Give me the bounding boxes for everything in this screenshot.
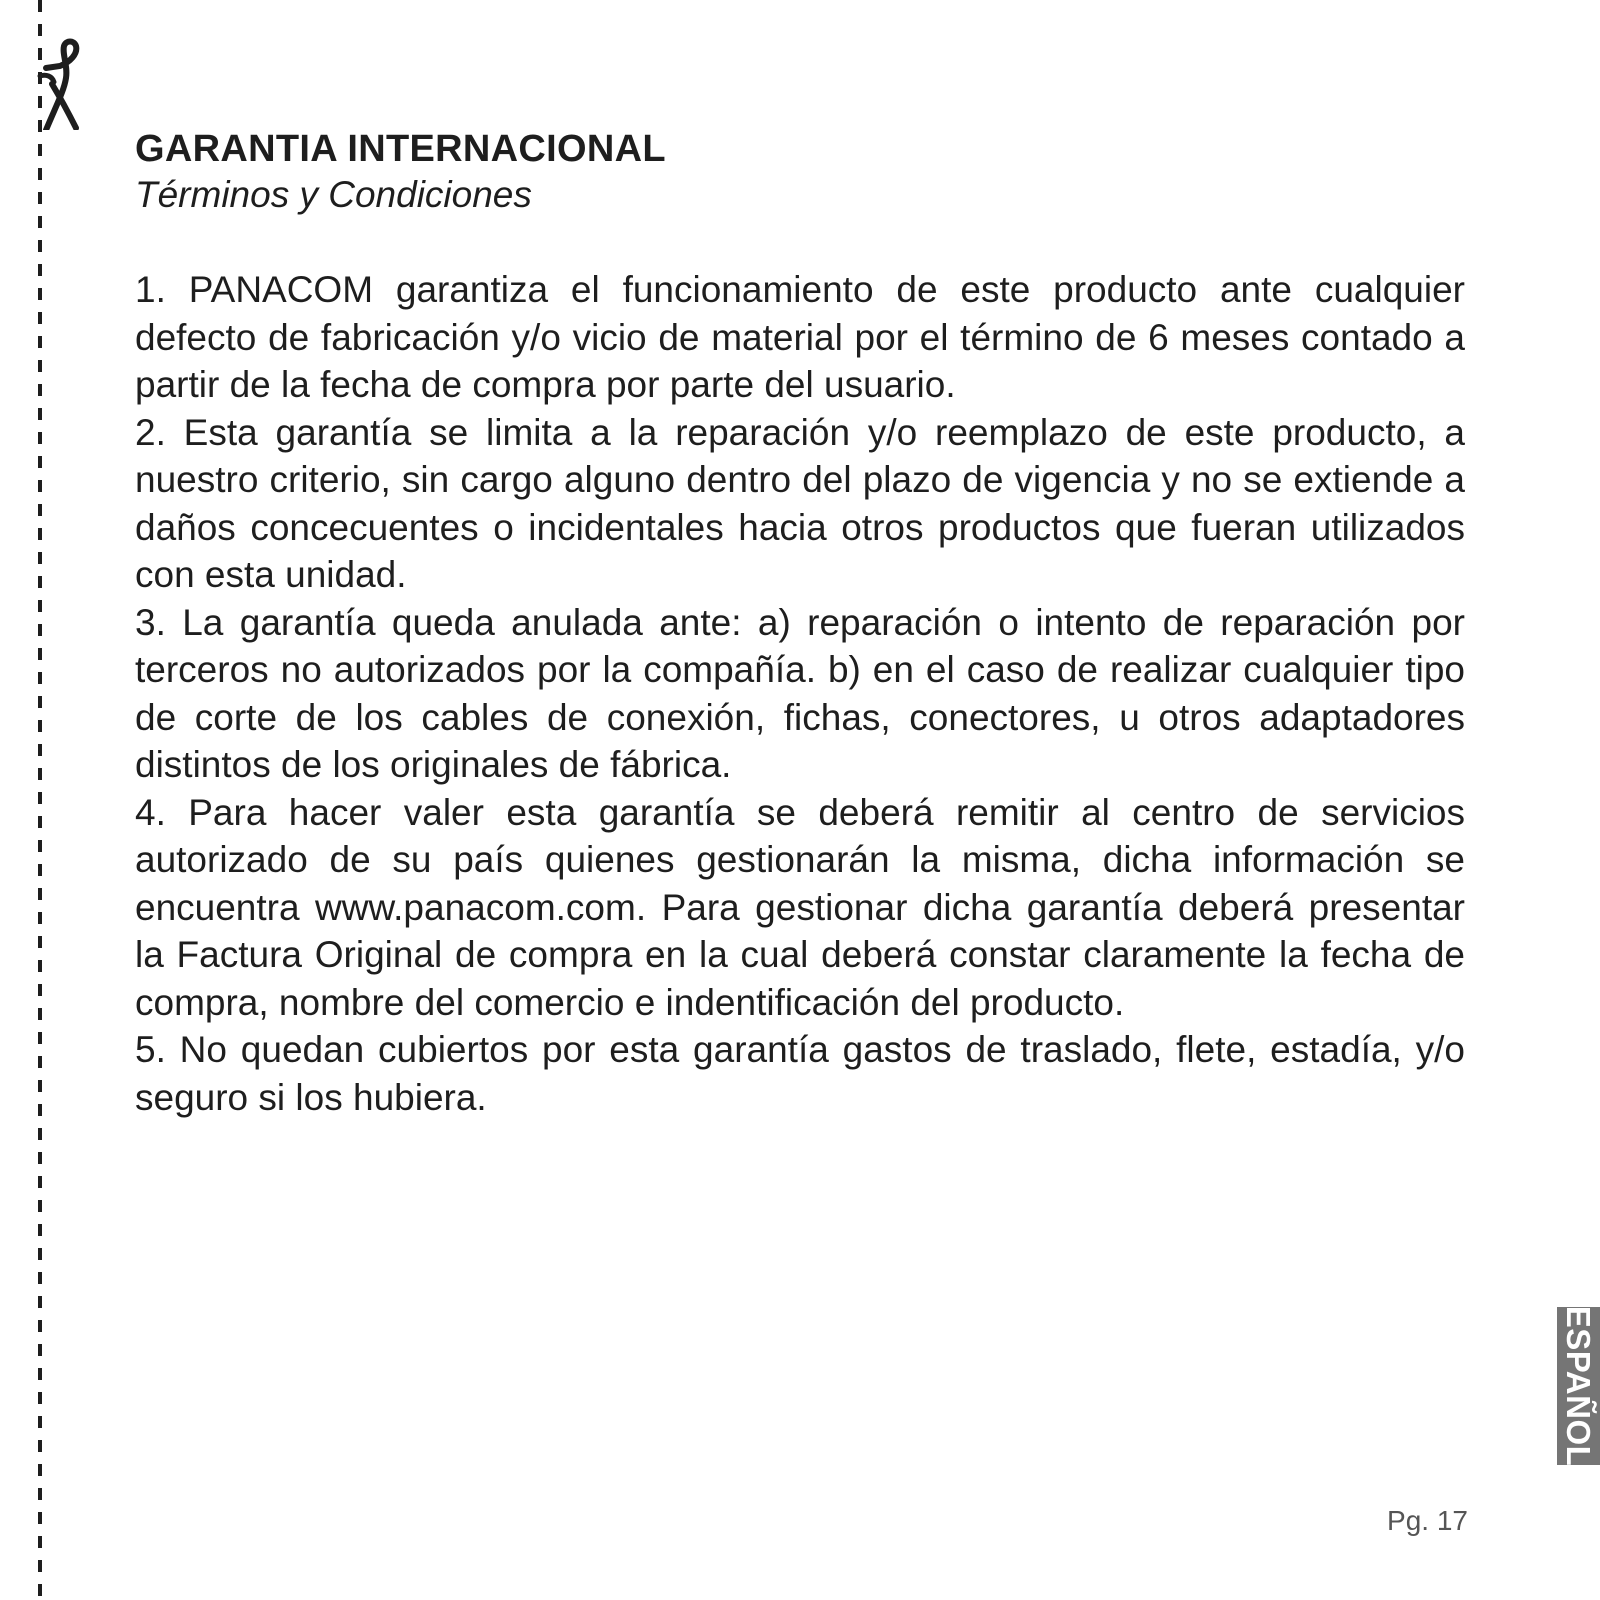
- clause-5: 5. No quedan cubiertos por esta garantía gastos de traslado, flete, estadía, y/o seguro si los hubiera.: [135, 1029, 1465, 1118]
- cut-line: [38, 0, 42, 1600]
- language-tab-label: ESPAÑOL: [1560, 1305, 1597, 1467]
- clause-4: 4. Para hacer valer esta garantía se deberá remitir al centro de servicios autorizado de su país quienes gestionarán la misma, dicha información se encuentra www.panacom.com. Para gestionar dicha garantía deberá presentar la Factura Original de compra en la cual deberá constar claramente la fecha de compra, nombre del comercio e indentificación del producto.: [135, 791, 1465, 1023]
- clause-2: 2. Esta garantía se limita a la reparación y/o reemplazo de este producto, a nuestro criterio, sin cargo alguno dentro del plazo de vigencia y no se extiende a daños concecuentes o incidentales hacia otros productos que fueran utilizados con esta unidad.: [135, 411, 1465, 595]
- clause-3: 3. La garantía queda anulada ante: a) reparación o intento de reparación por terceros no autorizados por la compañía. b) en el caso de realizar cualquier tipo de corte de los cables de conexión, fichas, conectores, u otros adaptadores distintos de los originales de fábrica.: [135, 601, 1465, 785]
- page-number: Pg. 17: [1387, 1505, 1468, 1536]
- warranty-content: [135, 126, 1465, 1121]
- page-subtitle: Términos y Condiciones: [135, 174, 532, 215]
- clause-1: 1. PANACOM garantiza el funcionamiento de este producto ante cualquier defecto de fabricación y/o vicio de material por el término de 6 meses contado a partir de la fecha de compra por parte del usuario.: [135, 269, 1465, 405]
- page-title: GARANTIA INTERNACIONAL: [135, 128, 666, 170]
- scissors-icon: [36, 36, 88, 130]
